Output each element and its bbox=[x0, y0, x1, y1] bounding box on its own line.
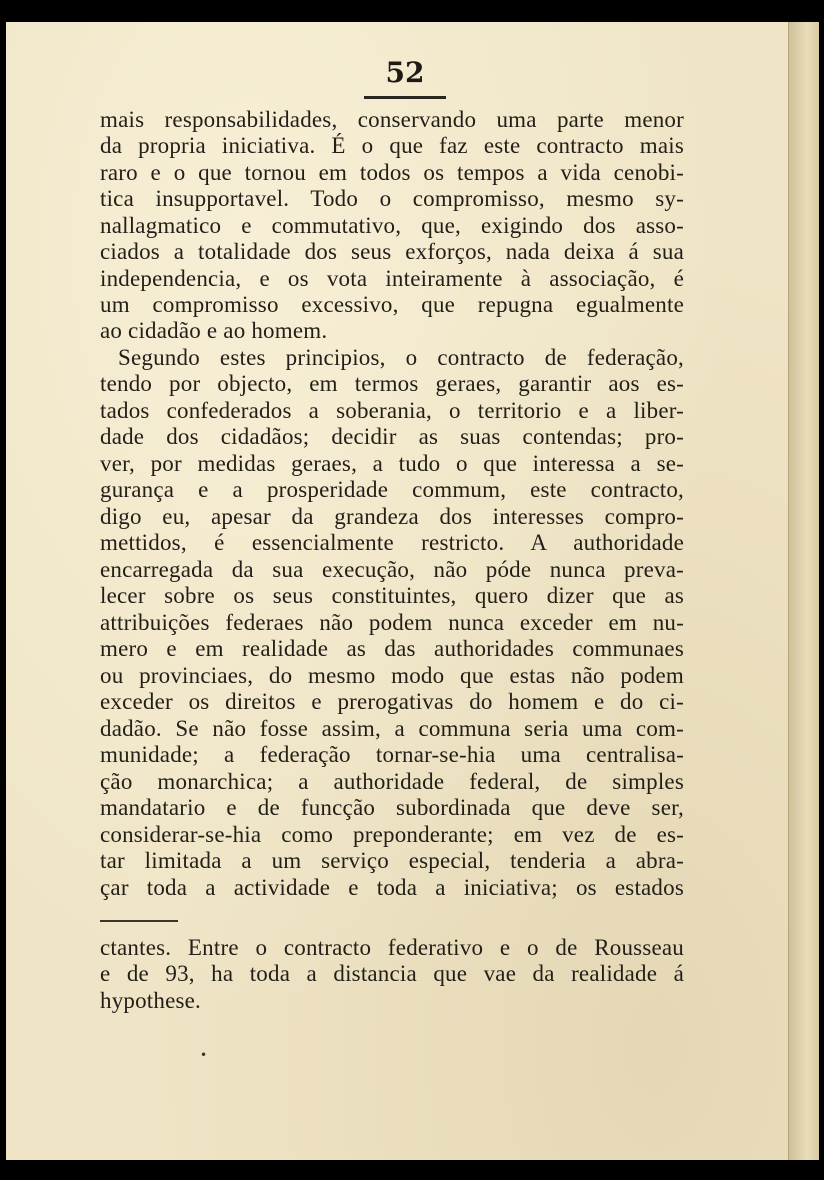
body-line: tar limitada a um serviço especial, tenderia a abra- bbox=[100, 848, 684, 873]
body-line: mandatario e de funcção subordinada que deve ser, bbox=[100, 795, 684, 820]
footnote-line: hypothese. bbox=[100, 988, 202, 1013]
facing-page-edge bbox=[788, 22, 819, 1160]
body-line: ciados a totalidade dos seus exforços, nada deixa á sua bbox=[100, 239, 684, 264]
body-line: da propria iniciativa. É o que faz este contracto mais bbox=[100, 133, 684, 158]
footnote-line: e de 93, ha toda a distancia que vae da realidade á bbox=[100, 961, 684, 986]
body-line: nallagmatico e commutativo, que, exigindo dos asso- bbox=[100, 213, 684, 238]
footnote-rule bbox=[100, 920, 178, 922]
body-line: tados confederados a soberania, o territorio e a liber- bbox=[100, 398, 684, 423]
paragraph-start-line: Segundo estes principios, o contracto de federação, bbox=[118, 345, 684, 370]
body-line: ou provinciaes, do mesmo modo que estas não podem bbox=[100, 663, 684, 688]
body-line: ao cidadão e ao homem. bbox=[100, 318, 328, 343]
body-line: considerar-se-hia como preponderante; em vez de es- bbox=[100, 822, 684, 847]
body-line: um compromisso excessivo, que repugna egualmente bbox=[100, 292, 684, 317]
body-line: mero e em realidade as das authoridades communaes bbox=[100, 636, 684, 661]
body-line: ção monarchica; a authoridade federal, de simples bbox=[100, 769, 684, 794]
body-line: independencia, e os vota inteiramente à associação, é bbox=[100, 266, 684, 291]
ink-speck: • bbox=[200, 1048, 208, 1062]
body-line: mettidos, é essencialmente restricto. A authoridade bbox=[100, 530, 684, 555]
body-line: attribuições federaes não podem nunca exceder em nu- bbox=[100, 610, 684, 635]
body-line: lecer sobre os seus constituintes, quero dizer que as bbox=[100, 583, 684, 608]
page-number: 52 bbox=[385, 56, 425, 89]
body-line: encarregada da sua execução, não póde nunca preva- bbox=[100, 557, 684, 582]
body-line: digo eu, apesar da grandeza dos interesses compro- bbox=[100, 504, 684, 529]
header-rule bbox=[364, 96, 446, 99]
body-line: raro e o que tornou em todos os tempos a vida cenobi- bbox=[100, 160, 684, 185]
footnote-line: ctantes. Entre o contracto federativo e o de Rousseau bbox=[100, 935, 684, 960]
body-line: munidade; a federação tornar-se-hia uma centralisa- bbox=[100, 742, 684, 767]
body-line: tendo por objecto, em termos geraes, garantir aos es- bbox=[100, 371, 684, 396]
body-line: dadão. Se não fosse assim, a communa seria uma com- bbox=[100, 716, 684, 741]
body-line: gurança e a prosperidade commum, este contracto, bbox=[100, 477, 684, 502]
body-line: çar toda a actividade e toda a iniciativa; os estados bbox=[100, 875, 684, 900]
body-line: exceder os direitos e prerogativas do homem e do ci- bbox=[100, 689, 684, 714]
body-line: tica insupportavel. Todo o compromisso, mesmo sy- bbox=[100, 186, 684, 211]
body-line: dade dos cidadãos; decidir as suas contendas; pro- bbox=[100, 424, 684, 449]
body-line: mais responsabilidades, conservando uma parte menor bbox=[100, 107, 684, 132]
body-line: ver, por medidas geraes, a tudo o que interessa a se- bbox=[100, 451, 684, 476]
